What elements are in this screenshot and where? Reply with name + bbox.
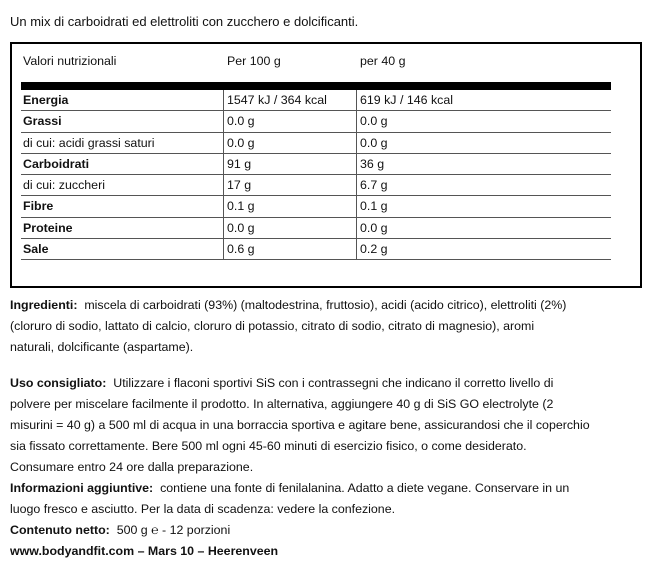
row-per100: 0.0 g [227, 220, 255, 235]
row-per100: 0.0 g [227, 135, 255, 150]
row-per100: 17 g [227, 178, 252, 193]
ingredients-label: Ingredienti: [10, 298, 78, 312]
header-nutrition-values: Valori nutrizionali [23, 54, 117, 68]
usage-line: misurini = 40 g) a 500 ml di acqua in una borraccia sportiva e agitare bene, assicurandosi che il coperchio [10, 418, 590, 432]
row-per40: 0.1 g [360, 199, 388, 214]
table-row-zuccheri [21, 175, 611, 196]
row-per100: 0.1 g [227, 199, 255, 214]
row-per40: 36 g [360, 156, 385, 171]
table-row-sale [21, 239, 611, 260]
table-row-grassi [21, 111, 611, 132]
row-label: Energia [23, 93, 69, 107]
usage-section [10, 373, 640, 562]
table-row-saturi [21, 133, 611, 154]
nutrition-table [10, 42, 642, 288]
usage-line: sia fissato correttamente. Bere 500 ml ogni 45-60 minuti di esercizio fisico, o come desiderato. [10, 439, 527, 453]
nutrition-rows [21, 90, 611, 260]
usage-line: Utilizzare i flaconi sportivi SiS con i contrassegni che indicano il corretto livello di [113, 376, 554, 390]
table-row-energia [21, 90, 611, 111]
additional-line: contiene una fonte di fenilalanina. Adatto a diete vegane. Conservare in un [160, 481, 570, 495]
ingredients-section [10, 295, 640, 358]
net-content-value: 500 g ℮ - 12 porzioni [116, 523, 231, 537]
ingredients-line: miscela di carboidrati (93%) (maltodestrina, fruttosio), acidi (acido citrico), elettroliti (2%) [84, 298, 567, 312]
ingredients-line: (cloruro di sodio, lattato di calcio, cloruro di potassio, citrato di sodio, citrato di magnesio), aromi [10, 319, 535, 333]
row-per40: 0.0 g [360, 135, 388, 150]
table-row-fibre [21, 196, 611, 217]
additional-line: luogo fresco e asciutto. Per la data di scadenza: vedere la confezione. [10, 502, 396, 516]
row-label: Fibre [23, 199, 54, 214]
usage-line: Consumare entro 24 ore dalla preparazione. [10, 460, 254, 474]
table-row-carboidrati [21, 154, 611, 175]
row-per40: 6.7 g [360, 178, 388, 193]
row-per40: 0.0 g [360, 220, 388, 235]
row-label: Sale [23, 242, 49, 257]
row-per40: 0.2 g [360, 242, 388, 257]
usage-line: polvere per miscelare facilmente il prodotto. In alternativa, aggiungere 40 g di SiS GO electrolyte (2 [10, 397, 554, 411]
footer-address: www.bodyandfit.com – Mars 10 – Heerenveen [10, 544, 279, 558]
row-per40: 0.0 g [360, 114, 388, 129]
header-per-40g: per 40 g [360, 54, 406, 68]
row-per40: 619 kJ / 146 kcal [360, 93, 453, 107]
row-per100: 1547 kJ / 364 kcal [227, 93, 327, 107]
header-divider [21, 82, 611, 90]
net-content-label: Contenuto netto: [10, 523, 110, 537]
row-per100: 0.6 g [227, 242, 255, 257]
header-per-100g: Per 100 g [227, 54, 281, 68]
row-label: Proteine [23, 220, 73, 235]
ingredients-line: naturali, dolcificante (aspartame). [10, 340, 194, 354]
row-label: Carboidrati [23, 156, 90, 171]
usage-label: Uso consigliato: [10, 376, 107, 390]
intro-text: Un mix di carboidrati ed elettroliti con zucchero e dolcificanti. [10, 14, 359, 29]
row-per100: 0.0 g [227, 114, 255, 129]
row-label: di cui: acidi grassi saturi [23, 135, 155, 150]
additional-label: Informazioni aggiuntive: [10, 481, 154, 495]
row-label: Grassi [23, 114, 62, 129]
table-row-proteine [21, 218, 611, 239]
row-label: di cui: zuccheri [23, 178, 105, 193]
row-per100: 91 g [227, 156, 252, 171]
